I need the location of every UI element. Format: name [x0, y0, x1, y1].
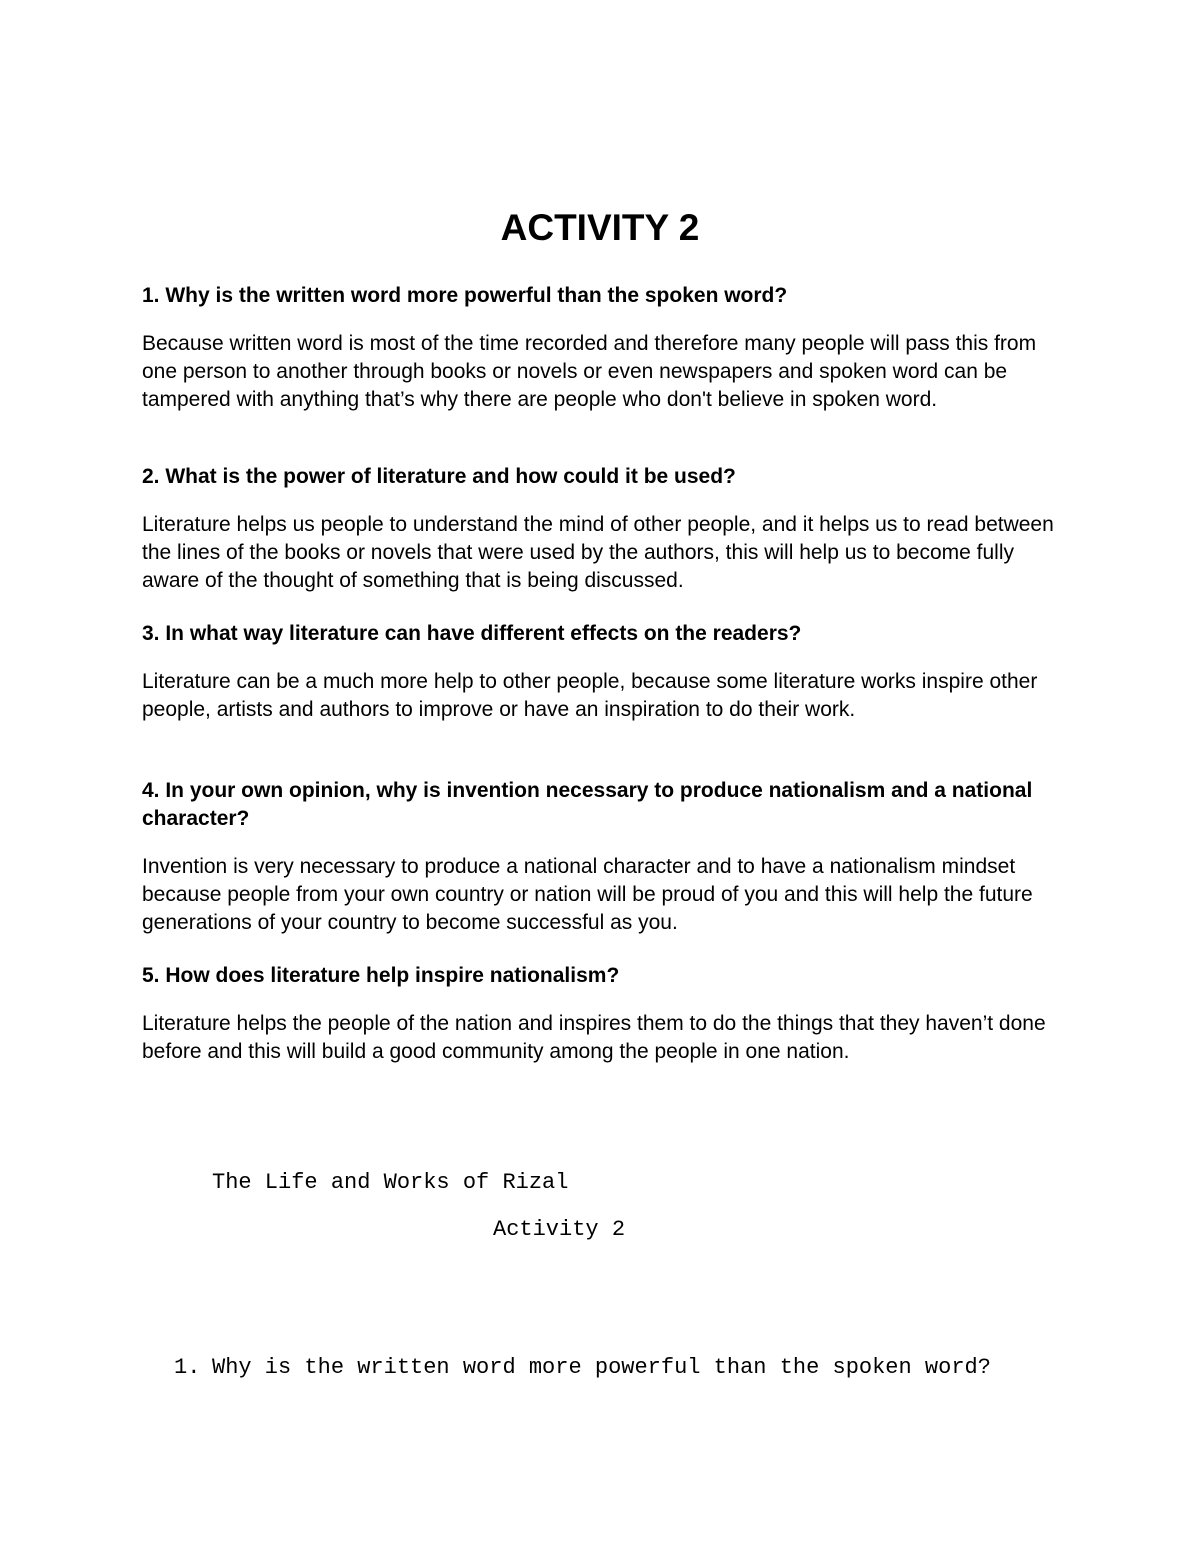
qa-item-1: [142, 282, 1062, 414]
answer-5: Literature helps the people of the nation and inspires them to do the things that they haven’t done before and this will build a good community among the people in one nation.: [142, 1012, 1046, 1063]
answer-4: Invention is very necessary to produce a national character and to have a nationalism mindset because people from your own country or nation will be proud of you and this will help the future generations of your country to become successful as you.: [142, 855, 1033, 934]
question-2: 2. What is the power of literature and how could it be used?: [142, 465, 736, 488]
question-1: 1. Why is the written word more powerful than the spoken word?: [142, 284, 788, 307]
answer-1: Because written word is most of the time recorded and therefore many people will pass this from one person to another through books or novels or even newspapers and spoken word can be tampered with anything that’s why there are people who don't believe in spoken word.: [142, 332, 1037, 411]
activity-label: Activity 2: [493, 1217, 626, 1242]
course-title: The Life and Works of Rizal: [212, 1170, 569, 1195]
qa-item-2: [142, 463, 1062, 595]
qa-item-5: [142, 962, 1062, 1066]
typed-question-number: 1.: [174, 1355, 201, 1380]
question-3: 3. In what way literature can have different effects on the readers?: [142, 622, 802, 645]
answer-3: Literature can be a much more help to other people, because some literature works inspire other people, artists and authors to improve or have an inspiration to do their work.: [142, 670, 1038, 721]
qa-item-4: [142, 777, 1062, 937]
qa-item-3: [142, 620, 1062, 724]
question-4: 4. In your own opinion, why is invention necessary to produce nationalism and a national character?: [142, 779, 1033, 830]
typed-question-text: Why is the written word more powerful than the spoken word?: [212, 1355, 991, 1380]
document-title: ACTIVITY 2: [500, 207, 700, 248]
question-5: 5. How does literature help inspire nationalism?: [142, 964, 620, 987]
answer-2: Literature helps us people to understand the mind of other people, and it helps us to read between the lines of the books or novels that were used by the authors, this will help us to become fully aware of the thought of something that is being discussed.: [142, 513, 1054, 592]
